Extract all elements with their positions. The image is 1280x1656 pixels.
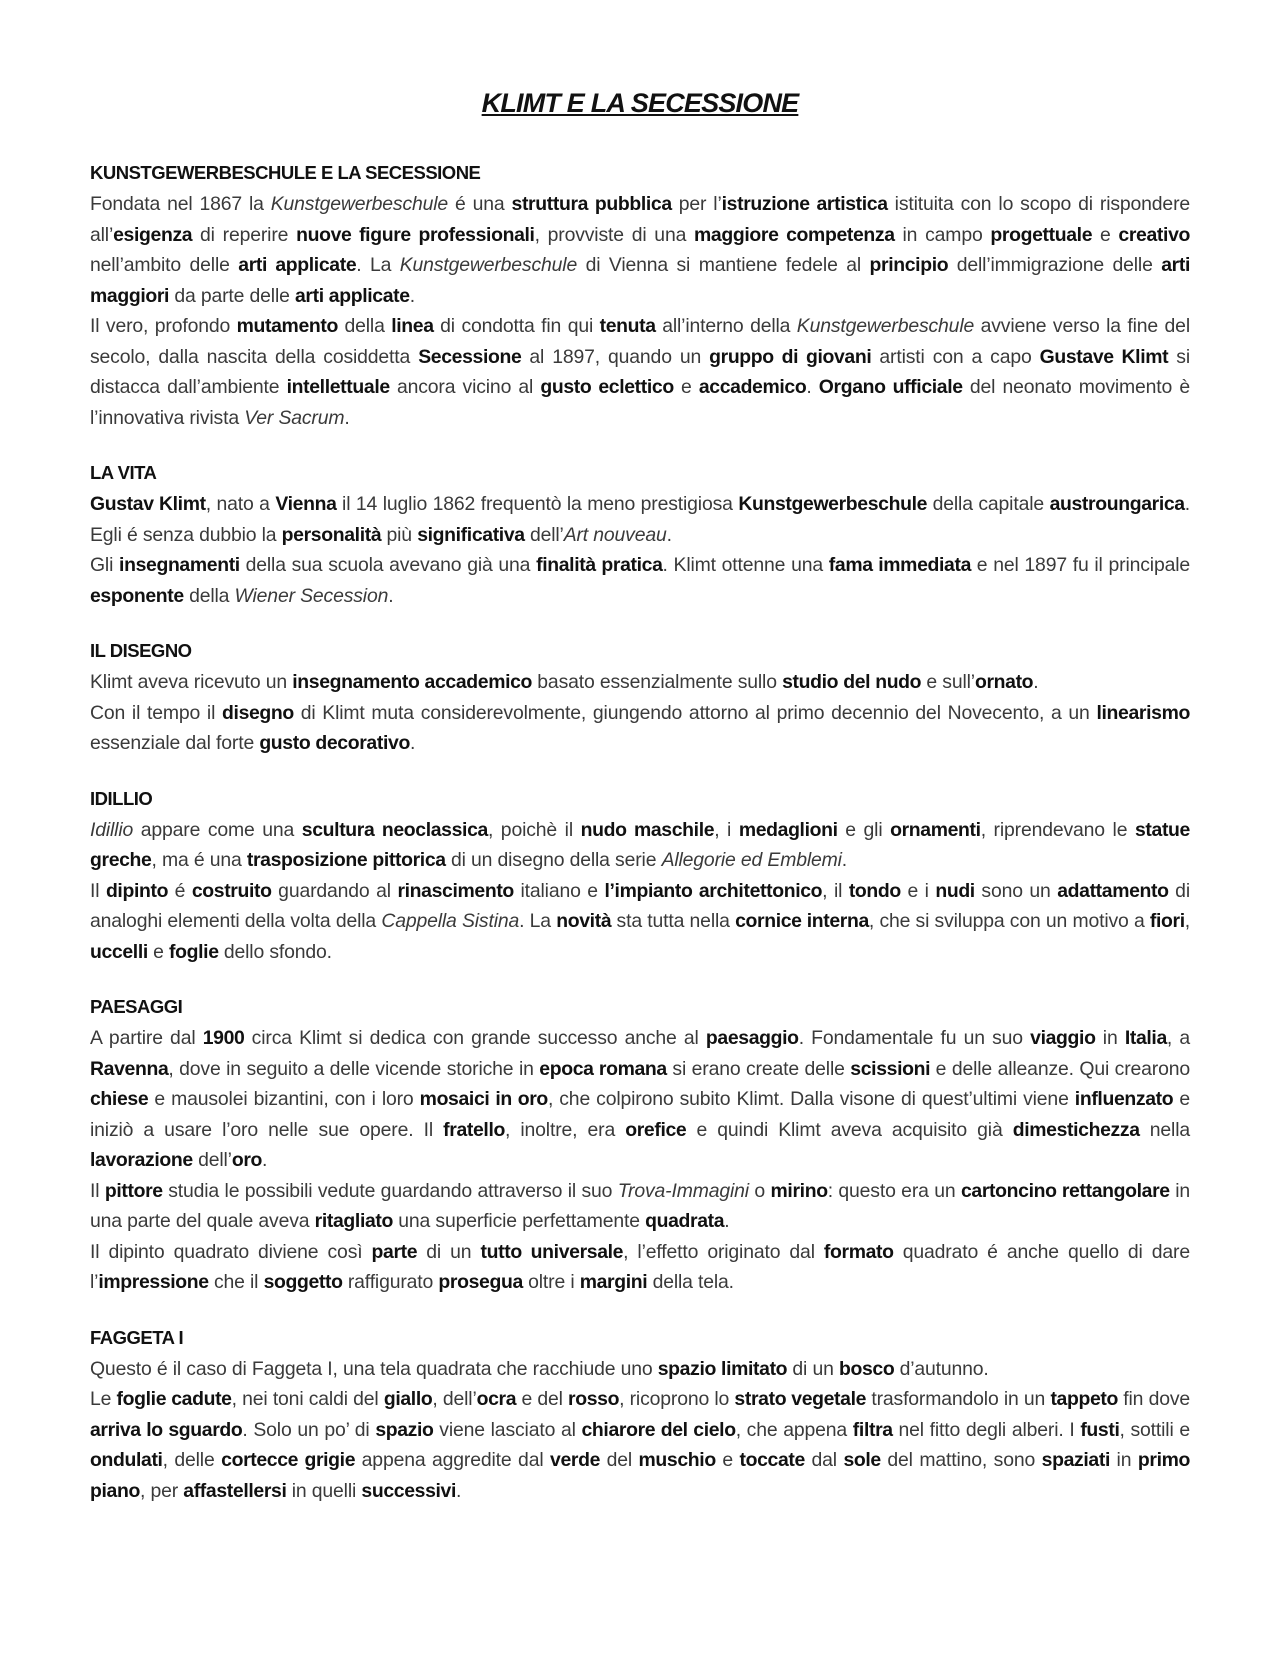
bold-text: gusto decorativo <box>259 732 410 754</box>
bold-text: nudo maschile <box>580 818 715 841</box>
text-run: e <box>673 376 699 398</box>
section <box>90 1325 1190 1507</box>
text-run: , inoltre, era <box>505 1118 626 1141</box>
bold-text: giallo <box>383 1388 433 1410</box>
text-run: del mattino, sono <box>880 1449 1042 1471</box>
text-run: . La <box>519 910 557 932</box>
bold-text: linearismo <box>1096 701 1190 724</box>
text-run: da parte delle <box>169 284 295 307</box>
text-run: e quindi Klimt aveva acquisito già <box>686 1118 1013 1141</box>
paragraph <box>90 1384 1190 1506</box>
bold-text: accademico <box>698 376 807 398</box>
bold-text: quadrata <box>645 1210 725 1232</box>
text-run: Klimt aveva ricevuto un <box>90 671 293 693</box>
bold-text: principio <box>869 254 949 276</box>
text-run: . La <box>356 254 400 276</box>
text-run: per l’ <box>671 193 722 215</box>
text-run: , che colpirono subito Klimt. Dalla visone di quest’ultimi viene <box>547 1088 1075 1110</box>
italic-text: Idillio <box>90 818 134 841</box>
paragraph <box>90 550 1190 611</box>
bold-text: fusti <box>1080 1418 1120 1441</box>
text-run: Con il tempo il <box>90 701 223 724</box>
bold-text: bosco <box>838 1357 895 1380</box>
text-run: dello sfondo. <box>218 940 332 963</box>
bold-text: mirino <box>770 1179 828 1202</box>
bold-text: rinascimento <box>397 879 514 902</box>
text-run: e sull’ <box>921 671 975 693</box>
section-heading: PAESAGGI <box>90 996 183 1017</box>
bold-text: l’impianto architettonico <box>604 879 823 902</box>
bold-text: parte <box>371 1240 418 1263</box>
text-run: . <box>344 406 350 429</box>
bold-text: ondulati <box>90 1449 163 1471</box>
bold-text: filtra <box>852 1418 893 1441</box>
text-run: , a <box>1166 1027 1190 1049</box>
text-run: artisti con a capo <box>871 345 1040 368</box>
text-run: essenziale dal forte <box>90 732 260 754</box>
bold-text: insegnamento accademico <box>292 671 533 693</box>
bold-text: epoca romana <box>539 1057 667 1080</box>
paragraph <box>90 876 1190 968</box>
bold-text: nuove figure professionali <box>296 223 535 246</box>
text-run: nel fitto degli alberi. I <box>892 1418 1081 1441</box>
bold-text: Vienna <box>275 493 337 515</box>
italic-text: Wiener Secession <box>234 584 389 607</box>
text-run: una superficie perfettamente <box>393 1210 646 1232</box>
paragraph <box>90 1023 1190 1176</box>
text-run: , sottili e <box>1119 1418 1190 1441</box>
text-run: , <box>1184 910 1191 932</box>
italic-text: Kunstgewerbeschule <box>270 193 449 215</box>
bold-text: toccate <box>739 1449 805 1471</box>
bold-text: ocra <box>476 1388 517 1410</box>
text-run: . <box>409 732 416 754</box>
bold-text: cornice interna <box>735 910 869 932</box>
bold-text: tondo <box>848 879 901 902</box>
italic-text: Art nouveau <box>563 523 667 546</box>
bold-text: nudi <box>935 879 975 902</box>
bold-text: muschio <box>638 1449 716 1471</box>
text-run: della tela. <box>647 1271 734 1293</box>
text-run: raffigurato <box>342 1271 439 1293</box>
bold-text: progettuale <box>990 223 1093 246</box>
text-run: . <box>1033 671 1039 693</box>
bold-text: tutto universale <box>480 1240 624 1263</box>
bold-text: arti applicate <box>294 284 410 307</box>
bold-text: novità <box>556 910 612 932</box>
bold-text: gusto eclettico <box>540 376 674 398</box>
bold-text: spazio limitato <box>657 1357 788 1380</box>
text-run: studia le possibili vedute guardando attraverso il suo <box>162 1179 618 1202</box>
text-run: , il <box>822 879 849 902</box>
text-run: trasformandolo in un <box>866 1388 1051 1410</box>
italic-text: Cappella Sistina <box>381 910 520 932</box>
bold-text: studio del nudo <box>782 671 922 693</box>
text-run: . <box>666 523 672 546</box>
text-run: appare come una <box>133 818 302 841</box>
paragraph <box>90 698 1190 759</box>
bold-text: successivi <box>361 1479 457 1502</box>
text-run: , dell’ <box>432 1388 477 1410</box>
paragraph <box>90 1237 1190 1298</box>
bold-text: intellettuale <box>286 376 390 398</box>
text-run: e gli <box>837 818 891 841</box>
bold-text: sole <box>843 1449 881 1471</box>
text-run: e i <box>900 879 936 902</box>
text-run: . <box>724 1210 730 1232</box>
bold-text: scissioni <box>850 1057 931 1080</box>
text-run: A partire dal <box>90 1027 203 1049</box>
bold-text: Gustave Klimt <box>1039 345 1169 368</box>
text-run: , poichè il <box>487 818 581 841</box>
bold-text: chiese <box>90 1088 149 1110</box>
bold-text: viaggio <box>1030 1027 1096 1049</box>
bold-text: Gustav Klimt <box>90 493 206 515</box>
text-run: : questo era un <box>827 1179 961 1202</box>
paragraph <box>90 815 1190 876</box>
bold-text: ritagliato <box>314 1210 394 1232</box>
text-run: e iniziò a usare l’oro nelle sue opere. Il <box>90 1088 1191 1141</box>
paragraph <box>90 489 1190 550</box>
bold-text: austroungarica <box>1049 493 1185 515</box>
bold-text: struttura pubblica <box>511 193 672 215</box>
text-run: del <box>600 1449 639 1471</box>
text-run: , per <box>139 1479 184 1502</box>
text-run: , dove in seguito a delle vicende storiche in <box>168 1057 540 1080</box>
bold-text: dimestichezza <box>1012 1118 1140 1141</box>
text-run: di reperire <box>192 223 297 246</box>
text-run: Questo é il caso di Faggeta I, una tela quadrata che racchiude uno <box>90 1357 658 1380</box>
italic-text: Kunstgewerbeschule <box>399 254 578 276</box>
text-run: più <box>381 523 418 546</box>
bold-text: fratello <box>443 1118 505 1141</box>
text-run: dell’ <box>524 523 564 546</box>
text-run: . <box>409 284 415 307</box>
text-run: viene lasciato al <box>433 1418 582 1441</box>
section-heading: KUNSTGEWERBESCHULE E LA SECESSIONE <box>90 162 481 183</box>
bold-text: gruppo di giovani <box>709 345 872 368</box>
text-run: di un disegno della serie <box>445 849 662 871</box>
bold-text: lavorazione <box>90 1149 193 1171</box>
bold-text: arti maggiori <box>90 254 1190 307</box>
text-run: , l’effetto originato dal <box>623 1240 824 1263</box>
text-run: della sua scuola avevano già una <box>239 554 537 576</box>
bold-text: trasposizione pittorica <box>246 849 446 871</box>
bold-text: primo piano <box>90 1449 1190 1502</box>
text-run: , che si sviluppa con un motivo a <box>868 910 1150 932</box>
text-run: e <box>1092 223 1119 246</box>
section <box>90 994 1190 1298</box>
bold-text: esigenza <box>113 223 193 246</box>
text-run: il 14 luglio 1862 frequentò la meno prestigiosa <box>336 493 739 515</box>
section <box>90 786 1190 968</box>
text-run: guardando al <box>271 879 398 902</box>
text-run: in campo <box>894 223 991 246</box>
bold-text: statue greche <box>90 818 1190 871</box>
section-heading: FAGGETA I <box>90 1326 184 1348</box>
text-run: dell’ <box>192 1149 232 1171</box>
bold-text: uccelli <box>90 940 148 963</box>
text-run: . <box>806 376 819 398</box>
text-run: , ma é una <box>151 849 247 871</box>
bold-text: margini <box>579 1271 648 1293</box>
italic-text: Kunstgewerbeschule <box>796 315 975 337</box>
text-run: in <box>1110 1449 1138 1471</box>
bold-text: foglie cadute <box>116 1388 232 1410</box>
bold-text: rosso <box>568 1388 620 1410</box>
bold-text: mosaici in oro <box>419 1088 548 1110</box>
bold-text: scultura neoclassica <box>301 818 488 841</box>
text-run: . Fondamentale fu un suo <box>798 1027 1031 1049</box>
bold-text: chiarore del cielo <box>581 1418 736 1441</box>
text-run: e <box>715 1449 740 1471</box>
bold-text: paesaggio <box>705 1027 799 1049</box>
bold-text: fama immediata <box>828 554 972 576</box>
text-run: appena aggredite dal <box>355 1449 551 1471</box>
text-run: in <box>1095 1027 1125 1049</box>
text-run: dell’immigrazione delle <box>948 254 1162 276</box>
bold-text: creativo <box>1118 223 1190 246</box>
text-run: fin dove <box>1118 1388 1191 1410</box>
bold-text: cortecce grigie <box>221 1449 356 1471</box>
text-run: Le <box>90 1388 117 1410</box>
text-run: Il vero, profondo <box>90 315 237 337</box>
bold-text: insegnamenti <box>119 554 240 576</box>
paragraph <box>90 1176 1190 1237</box>
paragraph <box>90 311 1190 433</box>
bold-text: 1900 <box>202 1027 245 1049</box>
section <box>90 160 1190 433</box>
text-run: di analoghi elementi della volta della <box>90 879 1190 932</box>
bold-text: pittore <box>104 1179 163 1202</box>
document-title: KLIMT E LA SECESSIONE <box>481 88 799 118</box>
section <box>90 460 1190 611</box>
bold-text: arriva lo sguardo <box>90 1418 243 1441</box>
text-run: , che appena <box>735 1418 853 1441</box>
bold-text: istruzione artistica <box>721 193 888 215</box>
text-run: di un <box>417 1240 481 1263</box>
bold-text: esponente <box>90 584 184 607</box>
section-heading: IDILLIO <box>90 787 153 809</box>
italic-text: Ver Sacrum <box>244 406 345 429</box>
section-heading: LA VITA <box>90 462 157 483</box>
text-run: sono un <box>974 879 1058 902</box>
text-run: d’autunno. <box>894 1357 989 1380</box>
text-run: nella <box>1139 1118 1191 1141</box>
bold-text: oro <box>231 1149 263 1171</box>
text-run: ancora vicino al <box>389 376 541 398</box>
bold-text: mutamento <box>236 315 338 337</box>
text-run: in quelli <box>286 1479 362 1502</box>
text-run: , ricoprono lo <box>619 1388 735 1410</box>
bold-text: Secessione <box>418 345 522 368</box>
bold-text: linea <box>391 315 434 337</box>
text-run: nell’ambito delle <box>90 254 239 276</box>
text-run: sta tutta nella <box>611 910 736 932</box>
bold-text: disegno <box>222 701 294 724</box>
bold-text: formato <box>823 1240 894 1263</box>
text-run: Il <box>90 879 106 902</box>
text-run: . <box>456 1479 462 1502</box>
bold-text: Ravenna <box>90 1057 169 1080</box>
bold-text: verde <box>550 1449 601 1471</box>
bold-text: significativa <box>417 523 525 546</box>
text-run: . Klimt ottenne una <box>662 554 829 576</box>
bold-text: Kunstgewerbeschule <box>738 493 928 515</box>
text-run: . Egli é senza dubbio la <box>90 493 1190 546</box>
bold-text: cartoncino rettangolare <box>960 1179 1170 1202</box>
paragraph <box>90 1354 1190 1385</box>
text-run: . <box>262 1149 268 1171</box>
bold-text: orefice <box>625 1118 687 1141</box>
text-run: italiano e <box>513 879 605 902</box>
bold-text: medaglioni <box>738 818 838 841</box>
text-run: o <box>748 1179 771 1202</box>
text-run: e del <box>516 1388 569 1410</box>
text-run: Il <box>90 1179 105 1202</box>
section-heading: IL DISEGNO <box>90 640 192 661</box>
document-body <box>90 160 1190 1533</box>
bold-text: strato vegetale <box>734 1388 867 1410</box>
text-run: e <box>147 940 170 963</box>
text-run: della capitale <box>927 493 1050 515</box>
italic-text: Trova-Immagini <box>617 1179 749 1202</box>
text-run: del neonato movimento è l’innovativa rivista <box>90 376 1190 429</box>
text-run: al 1897, quando un <box>521 345 710 368</box>
text-run: quadrato é anche quello di dare l’ <box>90 1240 1190 1293</box>
text-run: e mausolei bizantini, con i loro <box>148 1088 420 1110</box>
bold-text: dipinto <box>105 879 169 902</box>
text-run: dal <box>804 1449 844 1471</box>
text-run: istituita con lo scopo di rispondere all’ <box>90 193 1191 246</box>
text-run: , nato a <box>205 493 276 515</box>
text-run: all’interno della <box>655 315 797 337</box>
bold-text: personalità <box>281 523 382 546</box>
text-run: . Solo un po’ di <box>242 1418 376 1441</box>
bold-text: prosegua <box>438 1271 523 1293</box>
text-run: , riprendevano le <box>980 818 1135 841</box>
bold-text: spaziati <box>1041 1449 1110 1471</box>
bold-text: costruito <box>191 879 272 902</box>
text-run: , provviste di una <box>534 223 695 246</box>
text-run: della <box>183 584 235 607</box>
bold-text: soggetto <box>263 1271 343 1293</box>
text-run: di un <box>787 1357 839 1380</box>
bold-text: spazio <box>375 1418 434 1441</box>
text-run: oltre i <box>522 1271 580 1293</box>
text-run: in una parte del quale aveva <box>90 1179 1190 1232</box>
text-run: circa Klimt si dedica con grande successo anche al <box>244 1027 706 1049</box>
text-run: avviene verso la fine del secolo, dalla nascita della cosiddetta <box>90 315 1190 368</box>
text-run: di Klimt muta considerevolmente, giungendo attorno al primo decennio del Novecento, a un <box>293 701 1097 724</box>
text-run: é una <box>448 193 512 215</box>
text-run: , nei toni caldi del <box>231 1388 384 1410</box>
text-run: si distacca dall’ambiente <box>90 345 1190 398</box>
text-run: . <box>388 584 394 607</box>
bold-text: ornamenti <box>890 818 981 841</box>
text-run: della <box>337 315 392 337</box>
bold-text: ornato <box>974 671 1034 693</box>
bold-text: affastellersi <box>183 1479 287 1502</box>
paragraph <box>90 189 1190 311</box>
text-run: basato essenzialmente sullo <box>532 671 783 693</box>
text-run: che il <box>208 1271 264 1293</box>
text-run: di Vienna si mantiene fedele al <box>577 254 870 276</box>
text-run: di condotta fin qui <box>433 315 600 337</box>
bold-text: adattamento <box>1057 879 1169 902</box>
bold-text: impressione <box>98 1271 209 1293</box>
section <box>90 638 1190 759</box>
text-run: , i <box>714 818 739 841</box>
italic-text: Allegorie ed Emblemi <box>661 849 842 871</box>
bold-text: foglie <box>169 940 219 963</box>
text-run: Gli <box>90 554 120 576</box>
text-run: . <box>841 849 848 871</box>
bold-text: arti applicate <box>238 254 357 276</box>
bold-text: influenzato <box>1074 1088 1174 1110</box>
paragraph <box>90 667 1190 698</box>
bold-text: finalità pratica <box>536 554 663 576</box>
bold-text: tenuta <box>599 315 656 337</box>
bold-text: maggiore competenza <box>694 223 895 246</box>
text-run: e nel 1897 fu il principale <box>971 554 1190 576</box>
text-run: e delle alleanze. Qui crearono <box>930 1057 1190 1080</box>
bold-text: Italia <box>1124 1027 1167 1049</box>
bold-text: Organo ufficiale <box>818 376 963 398</box>
text-run: é <box>168 879 192 902</box>
text-run: si erano create delle <box>666 1057 851 1080</box>
bold-text: fiori <box>1149 910 1185 932</box>
text-run: Fondata nel 1867 la <box>90 193 271 215</box>
text-run: Il dipinto quadrato diviene così <box>90 1240 372 1263</box>
text-run: , delle <box>162 1449 222 1471</box>
bold-text: tappeto <box>1050 1388 1119 1410</box>
